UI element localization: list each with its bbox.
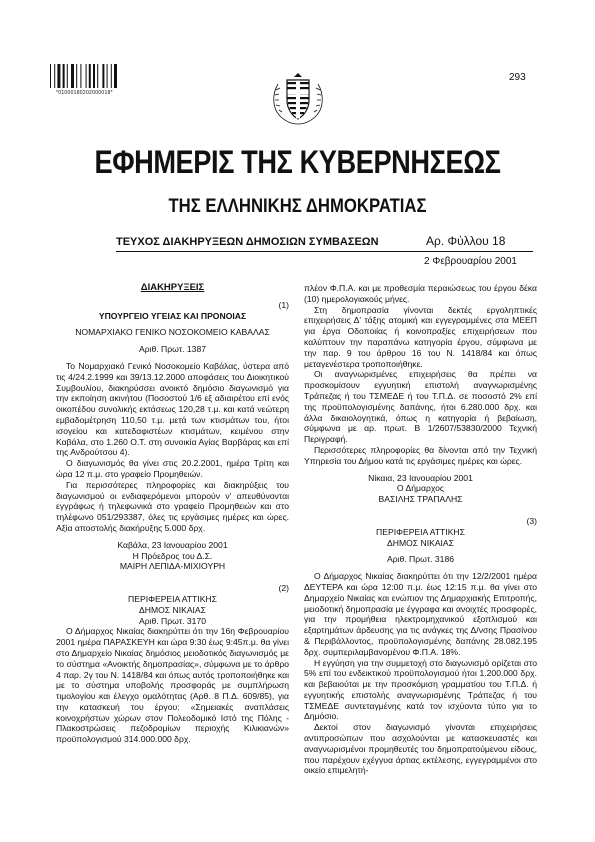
notice-paragraph: πλέον Φ.Π.Α. και με προθεσμία περαιώσεως του έργου δέκα (10) ημερολογιακούς μήνες.: [304, 283, 537, 304]
signatory-role: Ο Δήμαρχος: [396, 483, 445, 494]
barcode-bar: [97, 64, 98, 88]
gazette-title: ΕΦΗΜΕΡΙΣ ΤΗΣ ΚΥΒΕΡΝΗΣΕΩΣ: [94, 144, 501, 180]
notice-paragraph: Για περισσότερες πληροφορίες και διακηρύξεις του διαγωνισμού οι ενδιαφερόμενοι μπορούν ν' απευθύνονται εγγράφως ή τηλεφωνικά στο γραφείο Προμηθειών και στο τηλέφωνο 051/293387, όλες τις εργάσιμες ημέρες και ώρες. Αξία αποστολής διακήρυξης 5.000 δρχ.: [56, 479, 289, 533]
sheet-number: Αρ. Φύλλου 18: [426, 234, 506, 248]
organization-name: ΝΟΜΑΡΧΙΑΚΟ ΓΕΝΙΚΟ ΝΟΣΟΚΟΜΕΙΟ ΚΑΒΑΛΑΣ: [75, 327, 270, 338]
left-column: [56, 283, 289, 745]
notice-paragraph: Το Νομαρχιακό Γενικό Νοσοκομείο Καβάλας, ύστερα από τις 4/24.2.1999 και 39/13.12.2000 αποφάσεις του Διοικητικού Συμβουλίου, διακηρύσσει ανοικτό δημόσιο διαγωνισμό για την εκποίηση ακινήτου (Ποσοστού 1/6 εξ αδιαιρέτου επί ενός οικοπέδου συνολικής εκτάσεως 120,28 τ.μ. και κατά νεώτερη εμβαδομέτρηση 110,50 τ.μ. μετά των κτισμάτων του, ήτοι ισογείου και κατεδαφιστέων κτισμάτων, κειμένου στην Καβάλα, στο 1.260 Ο.Τ. στη συνοικία Αγίας Βαρβάρας και επί της Ανδρούτσου 4).: [56, 360, 289, 458]
barcode-bar: [67, 64, 68, 88]
notice-paragraph: Στη δημοπρασία γίνονται δεκτές εργοληπτικές επιχειρήσεις Δ' τάξης ατομική και εγγεγραμμένες στα ΜΕΕΠ για έργα Οδοποιίας ή κοινοπραξίες επιχειρήσεων που καλύπτουν την παραπάνω κατηγορία έργου, σύμφωνα με την παρ. 9 του άρθρου 16 του Ν. 1418/84 και όπως μεταγενέστερα τροποποιήθηκε.: [304, 304, 537, 369]
barcode: [50, 64, 122, 88]
region-name: ΠΕΡΙΦΕΡΕΙΑ ΑΤΤΙΚΗΣ: [128, 593, 217, 604]
signatory-name: ΒΑΣΙΛΗΣ ΤΡΑΠΑΛΗΣ: [378, 494, 463, 505]
place-date: Νίκαια, 23 Ιανουαρίου 2001: [368, 472, 473, 483]
notice-paragraph: Η εγγύηση για την συμμετοχή στο διαγωνισμό ορίζεται στο 5% επί του ενδεικτικού προϋπολογισμού ήτοι 1.200.000 δρχ. και βεβαιούται με την προσκόμιση γραμματίου του Τ.Π.Δ. ή εγγυητικής επιστολής αναγνωρισμένης Τράπεζας ή του ΤΣΜΕΔΕ συντεταγμένης κατά τον ισχύοντα τύπο για το Δημόσιο.: [304, 657, 537, 722]
protocol-number: Αριθ. Πρωτ. 3170: [138, 615, 207, 626]
barcode-bar: [54, 64, 55, 88]
protocol-number: Αριθ. Πρωτ. 1387: [138, 344, 207, 355]
municipality-name: ΔΗΜΟΣ ΝΙΚΑΙΑΣ: [139, 604, 206, 615]
barcode-bar: [76, 64, 77, 88]
notice-number: (2): [278, 583, 289, 594]
coat-of-arms-icon: [270, 72, 326, 126]
barcode-bar: [63, 64, 65, 88]
barcode-bar: [89, 64, 91, 88]
barcode-text: *01000180202000018*: [56, 90, 113, 96]
issue-type: ΤΕΥΧΟΣ ΔΙΑΚΗΡΥΞΕΩΝ ΔΗΜΟΣΙΩΝ ΣΥΜΒΑΣΕΩΝ: [116, 236, 379, 248]
notice-paragraph: Ο Δήμαρχος Νικαίας διακηρύττει ότι την 12/2/2001 ημέρα ΔΕΥΤΕΡΑ και ώρα 12:00 π.μ. έως 12:15 π.μ. θα γίνει στο Δημαρχείο Νικαίας και ενώπιον της Δημαρχιακής Επιτροπής, μειοδοτική δημοπρασία με έγγραφα και ανοιχτές προσφορές, για την προμήθεια ηλεκτρομηχανικού εξοπλισμού και εξαρτημάτων άρδευσης για τις ανάγκες της Δ/νσης Πρασίνου & Περιβάλλοντος, προϋπολογισμένης δαπάνης 28.082.195 δρχ. συμπεριλαμβανομένου Φ.Π.Α. 18%.: [304, 571, 537, 657]
barcode-bar: [86, 64, 87, 88]
notice-paragraph: Ο διαγωνισμός θα γίνει στις 20.2.2001, ημέρα Τρίτη και ώρα 12 π.μ. στο γραφείο Προμηθειών.: [56, 458, 289, 479]
barcode-bar: [80, 64, 81, 88]
right-column: [304, 283, 537, 776]
notice-number: (3): [526, 515, 537, 526]
notice-paragraph: Περισσότερες πληροφορίες θα δίνονται από την Τεχνική Υπηρεσία του Δήμου κατά τις εργάσιμες ημέρες και ώρες.: [304, 444, 537, 466]
header-divider: [116, 251, 533, 252]
barcode-bar: [111, 64, 112, 88]
gazette-subtitle: ΤΗΣ ΕΛΛΗΝΙΚΗΣ ΔΗΜΟΚΡΑΤΙΑΣ: [168, 196, 427, 217]
notice-number: (1): [278, 299, 289, 310]
barcode-bar: [57, 64, 60, 88]
barcode-bar: [107, 64, 108, 88]
ministry-name: ΥΠΟΥΡΓΕΙΟ ΥΓΕΙΑΣ ΚΑΙ ΠΡΟΝΟΙΑΣ: [98, 310, 247, 321]
notice-paragraph: Δεκτοί στον διαγωνισμό γίνονται επιχειρήσεις αντιπροσώπων που ασχολούνται με κατασκευαστές και αναγνωρισμένοι προμηθευτές του δημοπρατούμενου είδους, που παρέχουν εχέγγυα άρτιας εκτέλεσης, εγγεγραμμένοι στο οικείο επιμελητή-: [304, 722, 537, 776]
barcode-bar: [102, 64, 104, 88]
place-date: Καβάλα, 23 Ιανουαρίου 2001: [117, 539, 228, 550]
signatory-name: ΜΑΙΡΗ ΛΕΠΙΔΑ-ΜΙΧΙΟΥΡΗ: [119, 561, 226, 572]
barcode-bar: [71, 64, 74, 88]
notice-paragraph: Ο Δήμαρχος Νικαίας διακηρύττει ότι την 16η Φεβρουαρίου 2001 ημέρα ΠΑΡΑΣΚΕΥΗ και ώρα 9:30 έως 9:45π.μ. θα γίνει στο Δημαρχείο Νικαίας δημόσιος μειοδοτικός διαγωνισμός με το σύστημα «Ανοικτής δημοπρασίας», σύμφωνα με το άρθρο 4 παρ. 2γ του Ν. 1418/84 και όπως αυτός τροποποιήθηκε και με το σύστημα υποβολής προσφοράς με συμπλήρωση τιμολογίου και έλεγχο ομαλότητας (Αρθ. 8 Π.Δ. 609/85), για την κατασκευή του έργου: «Σημειακές αναπλάσεις κοινοχρήστων χώρων στον Πολεοδομικό Ιστό της Πόλης - Πλακοστρώσεις πεζοδρομίων περιοχής Κιλικιανών» προϋπολογισμού 314.000.000 δρχ.: [56, 626, 289, 745]
issue-date: 2 Φεβρουαρίου 2001: [424, 256, 517, 267]
signatory-role: Η Πρόεδρος του Δ.Σ.: [132, 550, 213, 561]
barcode-bar: [114, 64, 117, 88]
protocol-number: Αριθ. Πρωτ. 3186: [386, 554, 455, 565]
page-number: 293: [509, 72, 526, 83]
region-name: ΠΕΡΙΦΕΡΕΙΑ ΑΤΤΙΚΗΣ: [376, 526, 465, 537]
section-heading: ΔΙΑΚΗΡΥΞΕΙΣ: [140, 282, 205, 293]
barcode-bar: [50, 64, 51, 88]
municipality-name: ΔΗΜΟΣ ΝΙΚΑΙΑΣ: [387, 537, 454, 548]
notice-paragraph: Οι αναγνωρισμένες επιχειρήσεις θα πρέπει να προσκομίσουν εγγυητική επιστολή αναγνωρισμένης Τράπεζας ή του ΤΣΜΕΔΕ ή του Τ.Π.Δ. σε ποσοστό 2% επί της προϋπολογισμένης δαπάνης, ήτοι 6.280.000 δρχ. και άλλα δικαιολογητικά, όπως η κατηγορία ή βεβαίωση, σύμφωνα με αρ. πρωτ. Β 1/2607/53830/2000 Τεχνική Περιγραφή.: [304, 369, 537, 445]
barcode-bar: [93, 64, 95, 88]
